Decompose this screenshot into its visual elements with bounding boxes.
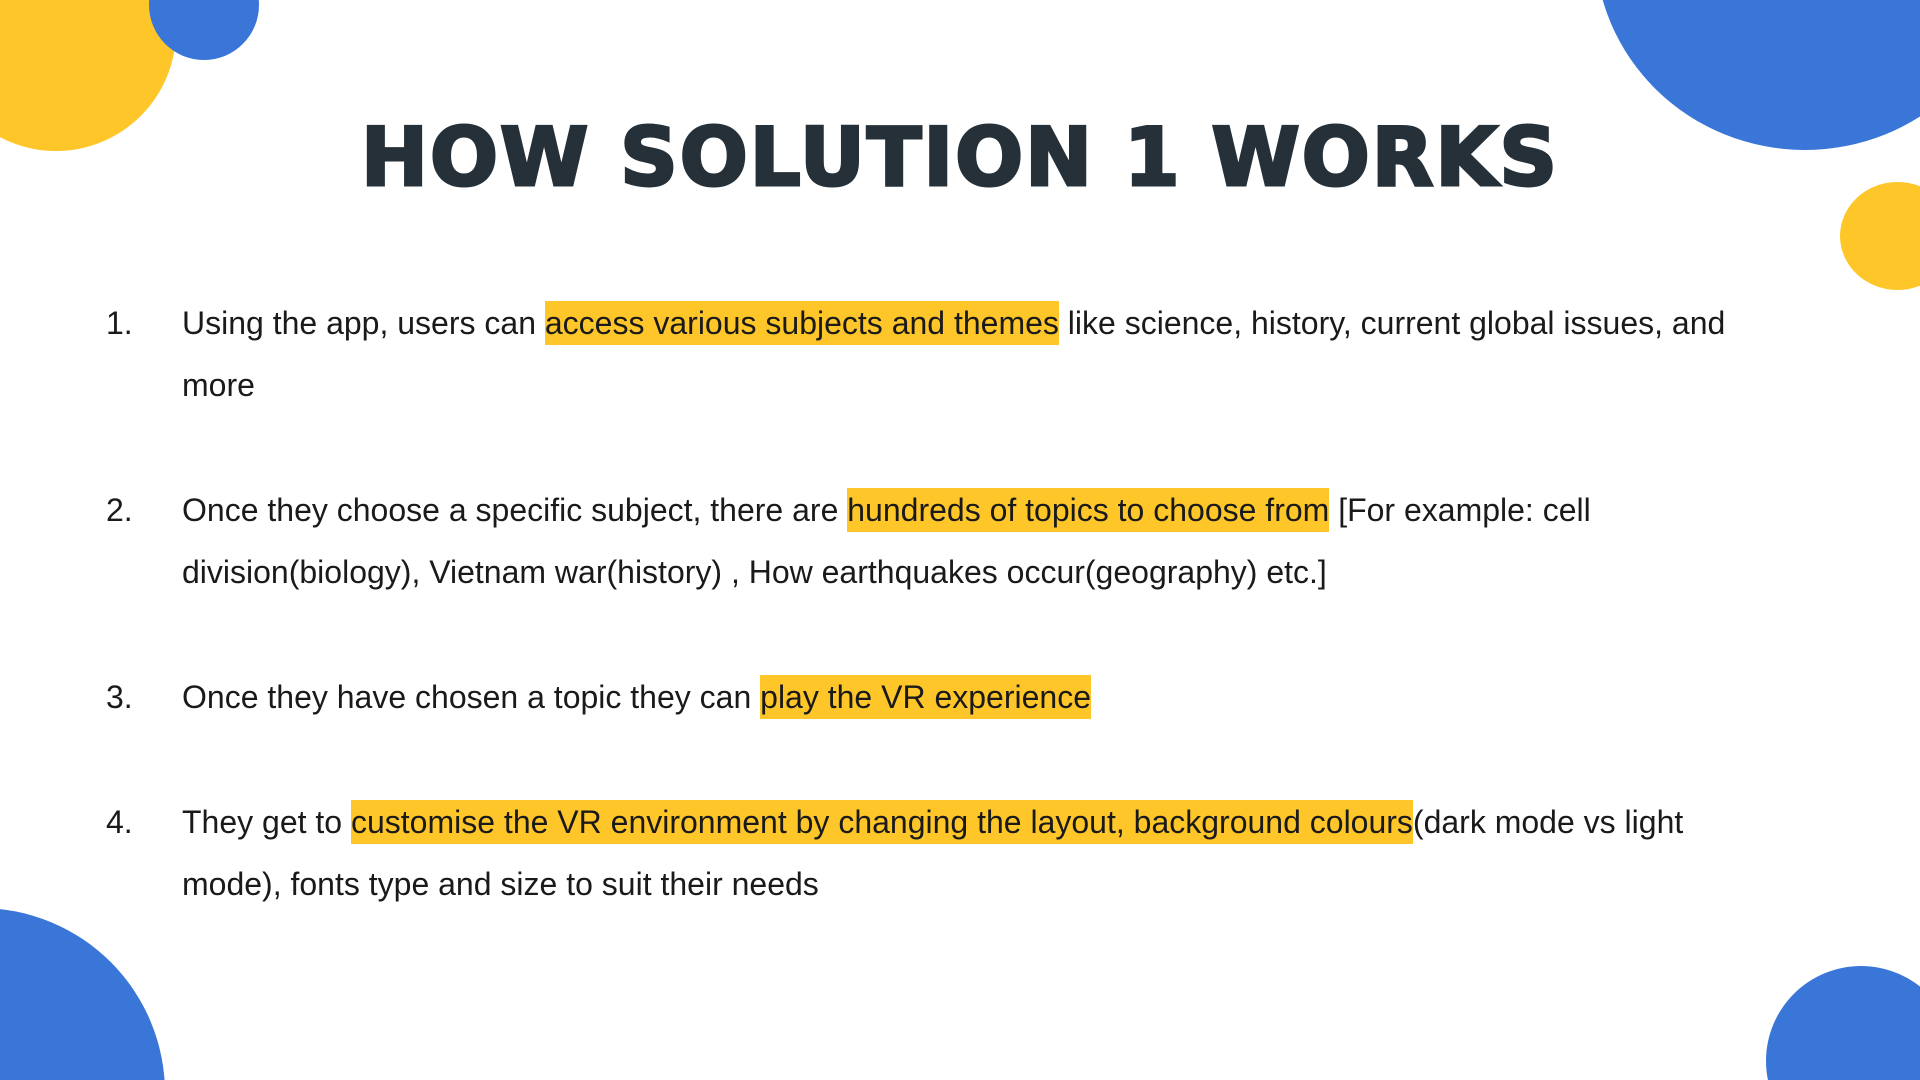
steps-list (106, 292, 1786, 915)
step-text: Using the app, users can (182, 305, 545, 341)
step-item-3 (106, 666, 1786, 728)
step-highlight: play the VR experience (760, 675, 1091, 719)
decorative-blue-circle-bottom-left (0, 908, 165, 1080)
step-text: They get to (182, 804, 351, 840)
step-highlight: hundreds of topics to choose from (847, 488, 1329, 532)
step-item-2 (106, 479, 1786, 603)
step-text: [For example: cell division(biology), Vietnam war(history) , How earthquakes occur(geography) etc.] (182, 492, 1591, 590)
step-text: like science, history, current global issues, and more (182, 305, 1726, 403)
step-number: 1. (106, 305, 133, 341)
step-text: Once they choose a specific subject, there are (182, 492, 848, 528)
decorative-blue-circle-bottom-right (1766, 966, 1920, 1080)
step-number: 4. (106, 804, 133, 840)
step-text: (dark mode vs light mode), fonts type and size to suit their needs (182, 804, 1684, 902)
step-text: Once they have chosen a topic they can (182, 679, 761, 715)
step-highlight: access various subjects and themes (545, 301, 1059, 345)
step-item-4 (106, 791, 1786, 915)
step-item-1 (106, 292, 1786, 416)
slide-title: HOW SOLUTION 1 WORKS (361, 111, 1559, 204)
step-number: 2. (106, 492, 133, 528)
step-number: 3. (106, 679, 133, 715)
step-highlight: customise the VR environment by changing the layout, background colours (351, 800, 1413, 844)
